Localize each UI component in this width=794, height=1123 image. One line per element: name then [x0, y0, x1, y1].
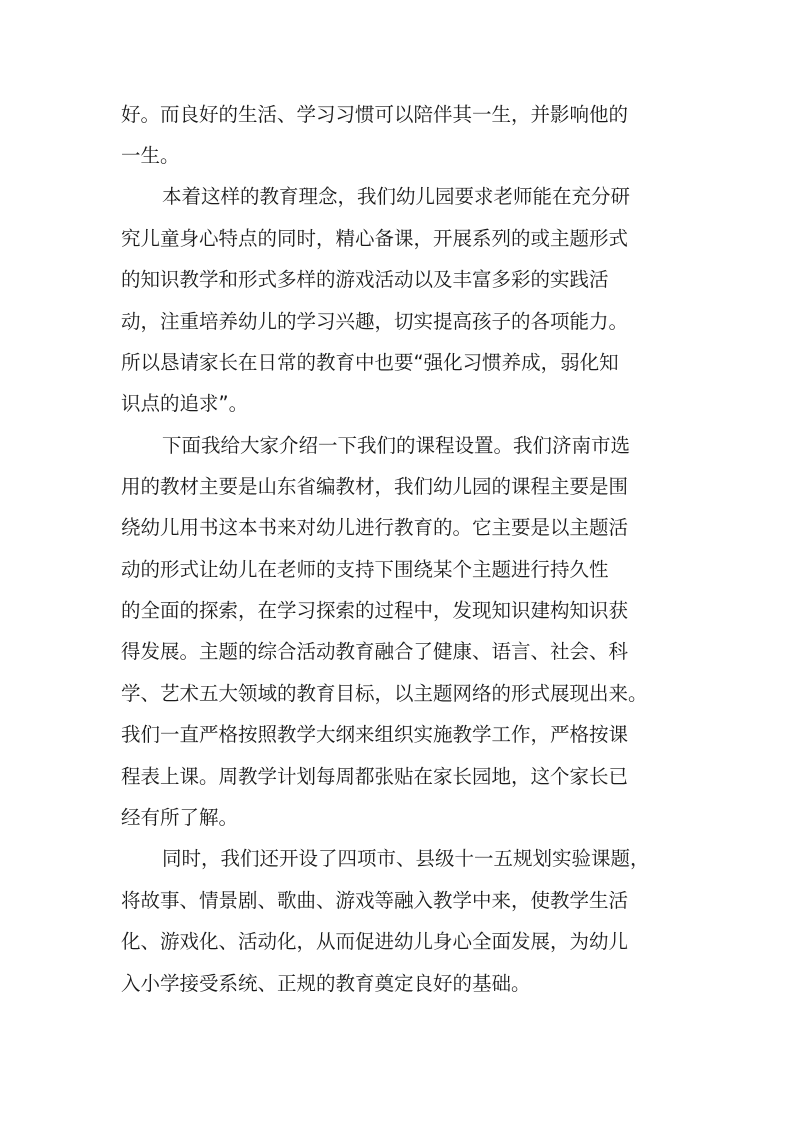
text-line: 得发展。主题的综合活动教育融合了健康、语言、社会、科 [121, 640, 629, 663]
text-line: 绕幼儿用书这本书来对幼儿进行教育的。它主要是以主题活 [121, 516, 629, 539]
text-line: 学、艺术五大领域的教育目标，以主题网络的形式展现出来。 [121, 682, 648, 705]
text-line: 一生。 [121, 144, 180, 167]
text-line: 动的形式让幼儿在老师的支持下围绕某个主题进行持久性 [121, 558, 609, 581]
text-line: 将故事、情景剧、歌曲、游戏等融入教学中来，使教学生活 [121, 889, 629, 912]
text-line: 所以恳请家长在日常的教育中也要“强化习惯养成，弱化知 [121, 351, 619, 374]
text-line: 的知识教学和形式多样的游戏活动以及丰富多彩的实践活 [121, 268, 609, 291]
text-line: 下面我给大家介绍一下我们的课程设置。我们济南市选 [162, 434, 631, 457]
text-line: 用的教材主要是山东省编教材，我们幼儿园的课程主要是围 [121, 475, 629, 498]
text-line: 化、游戏化、活动化，从而促进幼儿身心全面发展，为幼儿 [121, 930, 629, 953]
text-line: 程表上课。周教学计划每周都张贴在家长园地，这个家长已 [121, 765, 629, 788]
text-line: 我们一直严格按照教学大纲来组织实施教学工作，严格按课 [121, 723, 629, 746]
text-line: 识点的追求”。 [121, 392, 249, 415]
text-line: 究儿童身心特点的同时，精心备课，开展系列的或主题形式 [121, 227, 629, 250]
text-line: 同时，我们还开设了四项市、县级十一五规划实验课题， [162, 847, 650, 870]
text-line: 动，注重培养幼儿的学习兴趣，切实提高孩子的各项能力。 [121, 310, 629, 333]
text-line: 本着这样的教育理念，我们幼儿园要求老师能在充分研 [162, 185, 631, 208]
text-line: 经有所了解。 [121, 806, 239, 829]
text-line: 入小学接受系统、正规的教育奠定良好的基础。 [121, 972, 531, 995]
text-line: 好。而良好的生活、学习习惯可以陪伴其一生，并影响他的 [121, 103, 629, 126]
text-line: 的全面的探索，在学习探索的过程中，发现知识建构知识获 [121, 599, 629, 622]
